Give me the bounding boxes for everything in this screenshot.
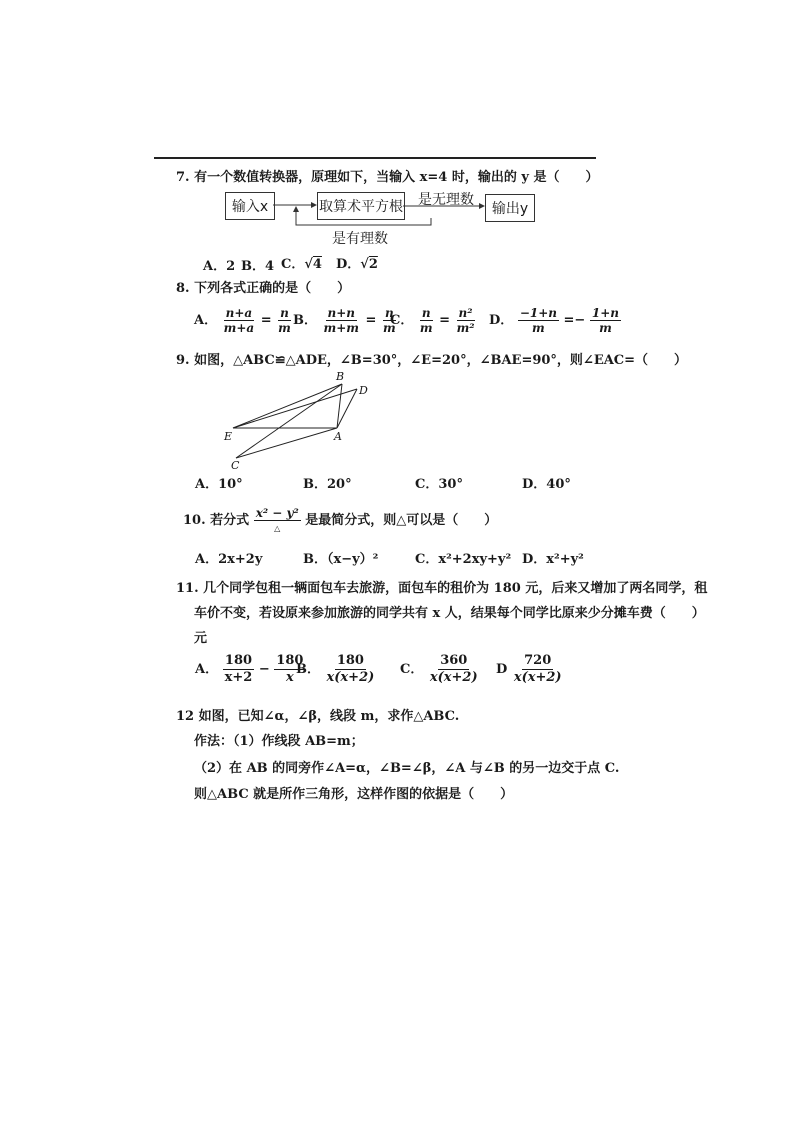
point-b-label: B [336,370,345,383]
q9-option-c: C．30° [415,477,463,492]
q11-option-a: A． $\frac{180}{x+2}$ − $\frac{180}{x}$ [195,653,304,685]
q10-option-a: A．2x+2y [195,552,263,567]
q9-option-b: B．20° [303,477,352,492]
q8-option-d: D． $\frac{-1+n}{m}$ =− $\frac{1+n}{m}$ [489,306,619,335]
q9-option-a: A．10° [195,477,243,492]
q12-line-1: 12 如图，已知∠α，∠β，线段 m，求作△ABC. [176,709,460,724]
q7-option-c: C．√4 [281,257,322,272]
segment-eb [233,384,342,428]
sqrt-box: 取算术平方根 [317,192,405,220]
q11-line-3: 元 [194,631,208,646]
triangle-figure [0,0,794,480]
label-irrational: 是无理数 [418,192,474,208]
q11-option-b: B． $\frac{180}{x(x+2)}$ [296,653,375,685]
label-rational: 是有理数 [332,231,388,247]
segment-ed [233,389,357,428]
q8-stem: 8. 下列各式正确的是（ ） [176,281,351,296]
q7-stem: 7. 有一个数值转换器，原理如下，当输入 x=4 时，输出的 y 是（ ） [176,170,599,185]
q8-option-c: C． $\frac{n}{m}$ = $\frac{\text{n²}}{\text{m²}}$ [390,306,475,335]
q10-option-c: C．x²+2xy+y² [415,552,512,567]
segment-cb [236,384,342,458]
output-box: 输出y [485,194,535,222]
q12-line-3: （2）在 AB 的同旁作∠A=α，∠B=∠β，∠A 与∠B 的另一边交于点 C. [194,761,620,776]
q12-line-4: 则△ABC 就是所作三角形，这样作图的依据是（ ） [194,787,514,802]
segment-ba [337,384,342,428]
q7-option-a: A．2 [203,259,236,274]
q11-line-1: 11. 几个同学包租一辆面包车去旅游，面包车的租价为 180 元，后来又增加了两名同学，租 [176,581,708,596]
point-d-label: D [359,384,368,397]
point-c-label: C [231,459,240,472]
q10-option-b: B．（x−y）² [303,552,379,567]
q8-option-b: B． $\frac{n+n}{m+m}$ = $\frac{n}{m}$ [293,306,396,335]
point-e-label: E [224,430,233,443]
q11-option-d: D $\frac{720}{x(x+2)}$ [496,653,562,685]
q11-option-c: C． $\frac{360}{x(x+2)}$ [400,653,478,685]
q9-stem: 9. 如图，△ABC≌△ADE，∠B=30°，∠E=20°，∠BAE=90°，则∠EAC=（ ） [176,353,688,368]
q10-option-d: D．x²+y² [522,552,584,567]
point-a-label: A [334,430,342,443]
q8-option-a: A． $\frac{n+a}{m+a}$ = $\frac{n}{m}$ [194,306,291,335]
q7-option-d: D．√2 [336,257,378,272]
q12-line-2: 作法：（1）作线段 AB=m； [194,734,364,749]
q7-option-b: B．4 [241,259,275,274]
q11-line-2: 车价不变，若设原来参加旅游的同学共有 x 人，结果每个同学比原来少分摊车费（ ） [194,606,705,621]
segment-ca [236,428,337,458]
input-box: 输入x [225,192,275,220]
q10-stem: 10. 若分式 $\frac{\text{x² − y²}}{\triangle}$ 是最简分式，则△可以是（ ） [183,506,498,533]
q9-option-d: D．40° [522,477,571,492]
